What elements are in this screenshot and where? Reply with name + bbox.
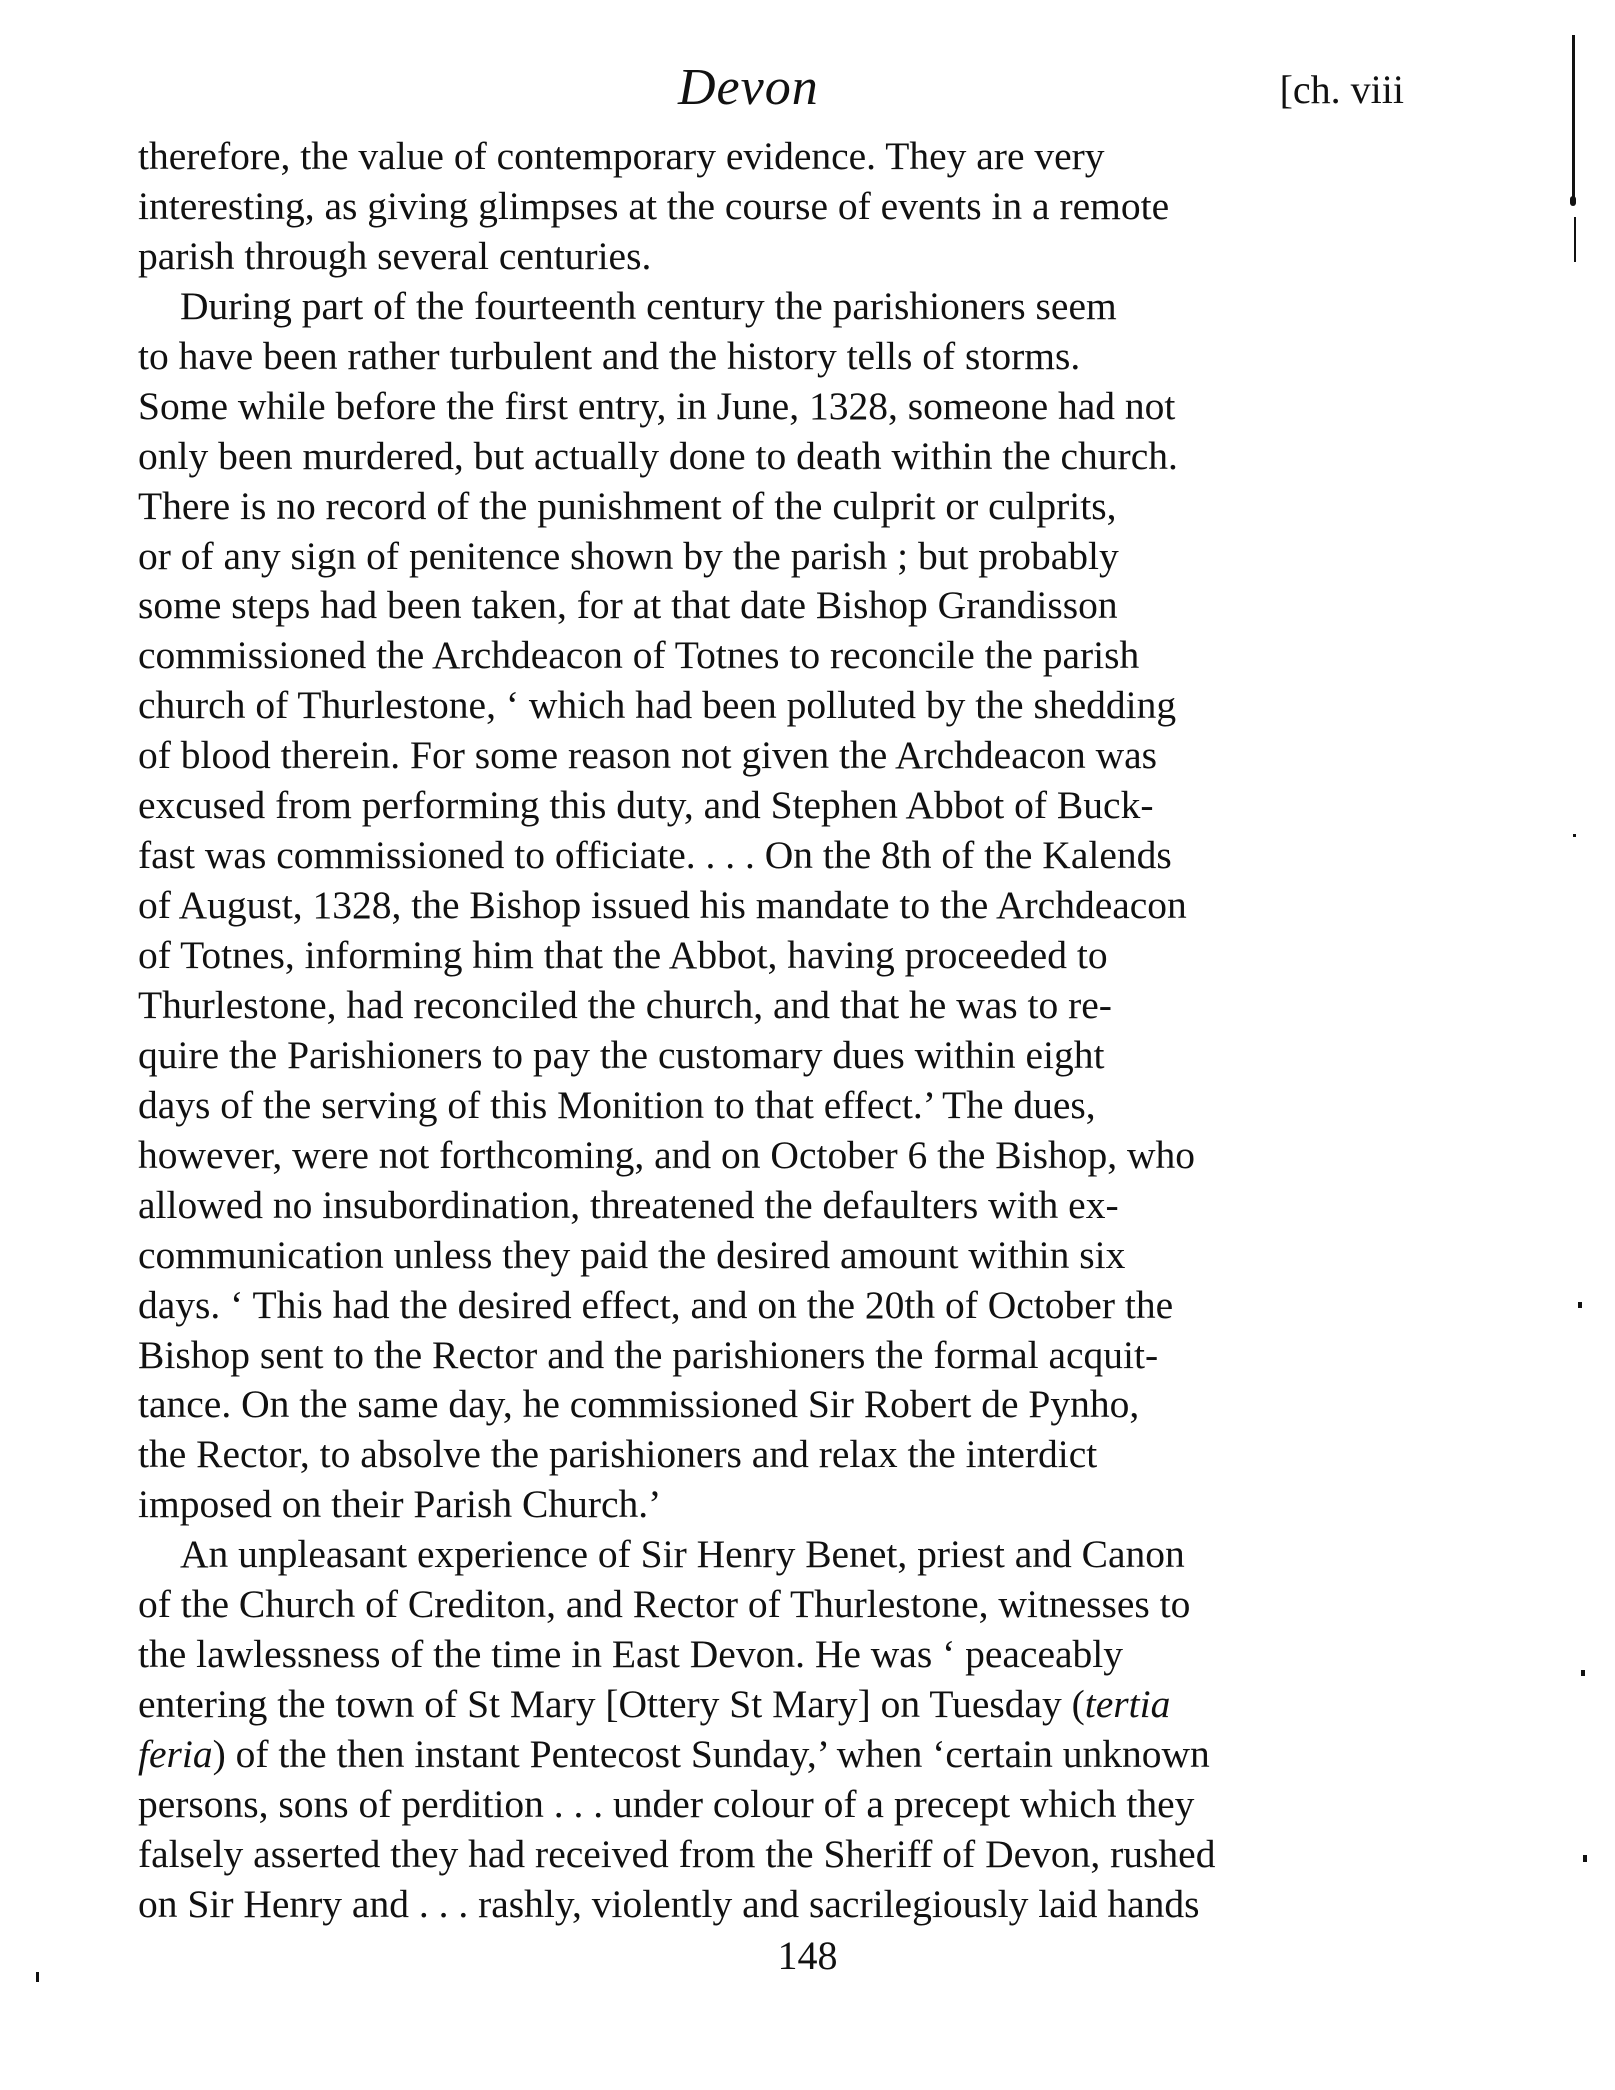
- text-line: [138, 182, 1404, 232]
- text-segment: allowed no insubordination, threatened the defaulters with ex-: [138, 1182, 1119, 1227]
- text-line: [138, 1480, 1404, 1530]
- text-segment: therefore, the value of contemporary evidence. They are very: [138, 134, 1105, 178]
- text-segment: however, were not forthcoming, and on October 6 the Bishop, who: [138, 1132, 1195, 1177]
- text-line: [138, 1331, 1404, 1381]
- text-line: [138, 1231, 1404, 1281]
- text-line: [138, 332, 1404, 382]
- text-line: [138, 1630, 1404, 1680]
- text-segment: excused from performing this duty, and Stephen Abbot of Buck-: [138, 783, 1154, 828]
- text-line: [138, 1580, 1404, 1630]
- text-line: [138, 1281, 1404, 1331]
- text-segment: commissioned the Archdeacon of Totnes to reconcile the parish: [138, 633, 1140, 678]
- text-line: [138, 382, 1404, 432]
- text-line: [138, 1081, 1404, 1131]
- scan-speck: [1573, 834, 1576, 837]
- text-segment: tance. On the same day, he commissioned Sir Robert de Pynho,: [138, 1382, 1140, 1427]
- text-line: [138, 581, 1404, 631]
- text-segment: entering the town of St Mary [Ottery St Mary] on Tuesday (: [138, 1682, 1085, 1727]
- text-line: [138, 981, 1404, 1031]
- scan-speck: [1578, 1302, 1582, 1308]
- text-line: [138, 232, 1404, 282]
- text-segment: imposed on their Parish Church.’: [138, 1482, 662, 1527]
- text-line: [138, 881, 1404, 931]
- text-segment: days of the serving of this Monition to that effect.’ The dues,: [138, 1082, 1096, 1127]
- text-segment: of Totnes, informing him that the Abbot, having proceeded to: [138, 933, 1108, 977]
- text-segment: Thurlestone, had reconciled the church, and that he was to re-: [138, 982, 1112, 1027]
- text-segment: During part of the fourteenth century the parishioners seem: [180, 283, 1117, 328]
- text-segment: There is no record of the punishment of the culprit or culprits,: [138, 483, 1117, 528]
- text-segment: or of any sign of penitence shown by the parish ; but probably: [138, 533, 1119, 578]
- text-segment: communication unless they paid the desired amount within six: [138, 1232, 1126, 1277]
- text-segment: to have been rather turbulent and the history tells of storms.: [138, 333, 1081, 378]
- text-segment: the lawlessness of the time in East Devon. He was ‘ peaceably: [138, 1632, 1123, 1677]
- italic-latin-term: feria: [138, 1732, 213, 1776]
- text-segment: Some while before the first entry, in June, 1328, someone had not: [138, 383, 1176, 428]
- page-number: 148: [777, 1933, 838, 1978]
- text-line: [138, 482, 1404, 532]
- text-line: [138, 1380, 1404, 1430]
- text-line: [138, 1880, 1404, 1930]
- text-segment: on Sir Henry and . . . rashly, violently and sacrilegiously laid hands: [138, 1881, 1200, 1926]
- scan-speck: [36, 1972, 39, 1982]
- text-segment: only been murdered, but actually done to death within the church.: [138, 433, 1178, 478]
- scan-speck: [1583, 1855, 1587, 1862]
- text-line: [138, 1530, 1404, 1580]
- text-segment: fast was commissioned to officiate. . . . On the 8th of the Kalends: [138, 833, 1172, 878]
- text-segment: Bishop sent to the Rector and the parishioners the formal acquit-: [138, 1332, 1159, 1377]
- text-line: [138, 1131, 1404, 1181]
- text-line: [138, 1730, 1404, 1780]
- text-line: [138, 432, 1404, 482]
- text-line: [138, 1830, 1404, 1880]
- scan-edge-line: [1574, 217, 1576, 262]
- running-head-chapter: [ch. viii: [1279, 67, 1404, 112]
- running-head: [138, 58, 1404, 118]
- body-text: [138, 132, 1404, 1930]
- text-segment: falsely asserted they had received from the Sheriff of Devon, rushed: [138, 1831, 1216, 1876]
- text-segment: of blood therein. For some reason not given the Archdeacon was: [138, 733, 1158, 778]
- text-line: [138, 132, 1404, 182]
- text-line: [138, 731, 1404, 781]
- text-segment: church of Thurlestone, ‘ which had been polluted by the shedding: [138, 683, 1177, 728]
- text-segment: the Rector, to absolve the parishioners and relax the interdict: [138, 1432, 1098, 1477]
- text-line: [138, 831, 1404, 881]
- scan-speck: [1581, 1670, 1585, 1676]
- scan-edge-blot: [1570, 196, 1576, 206]
- text-line: [138, 532, 1404, 582]
- text-line: [138, 1430, 1404, 1480]
- text-segment: An unpleasant experience of Sir Henry Benet, priest and Canon: [180, 1532, 1185, 1577]
- text-segment: ) of the then instant Pentecost Sunday,’ when ‘certain unknown: [212, 1732, 1210, 1776]
- text-line: [138, 1181, 1404, 1231]
- text-segment: of the Church of Crediton, and Rector of Thurlestone, witnesses to: [138, 1582, 1191, 1627]
- text-line: [138, 631, 1404, 681]
- text-line: [138, 681, 1404, 731]
- text-segment: some steps had been taken, for at that date Bishop Grandisson: [138, 583, 1118, 628]
- text-line: [138, 282, 1404, 332]
- text-segment: quire the Parishioners to pay the customary dues within eight: [138, 1032, 1105, 1077]
- text-line: [138, 1780, 1404, 1830]
- text-line: [138, 931, 1404, 981]
- text-line: [138, 781, 1404, 831]
- running-head-title: Devon: [678, 59, 819, 116]
- text-segment: persons, sons of perdition . . . under colour of a precept which they: [138, 1781, 1195, 1826]
- text-segment: interesting, as giving glimpses at the course of events in a remote: [138, 183, 1170, 228]
- text-line: [138, 1031, 1404, 1081]
- text-segment: parish through several centuries.: [138, 233, 652, 278]
- text-line: [138, 1680, 1404, 1730]
- text-segment: days. ‘ This had the desired effect, and on the 20th of October the: [138, 1282, 1174, 1327]
- text-segment: of August, 1328, the Bishop issued his mandate to the Archdeacon: [138, 883, 1187, 928]
- scan-edge-line: [1572, 35, 1575, 205]
- italic-latin-term: tertia: [1084, 1682, 1171, 1727]
